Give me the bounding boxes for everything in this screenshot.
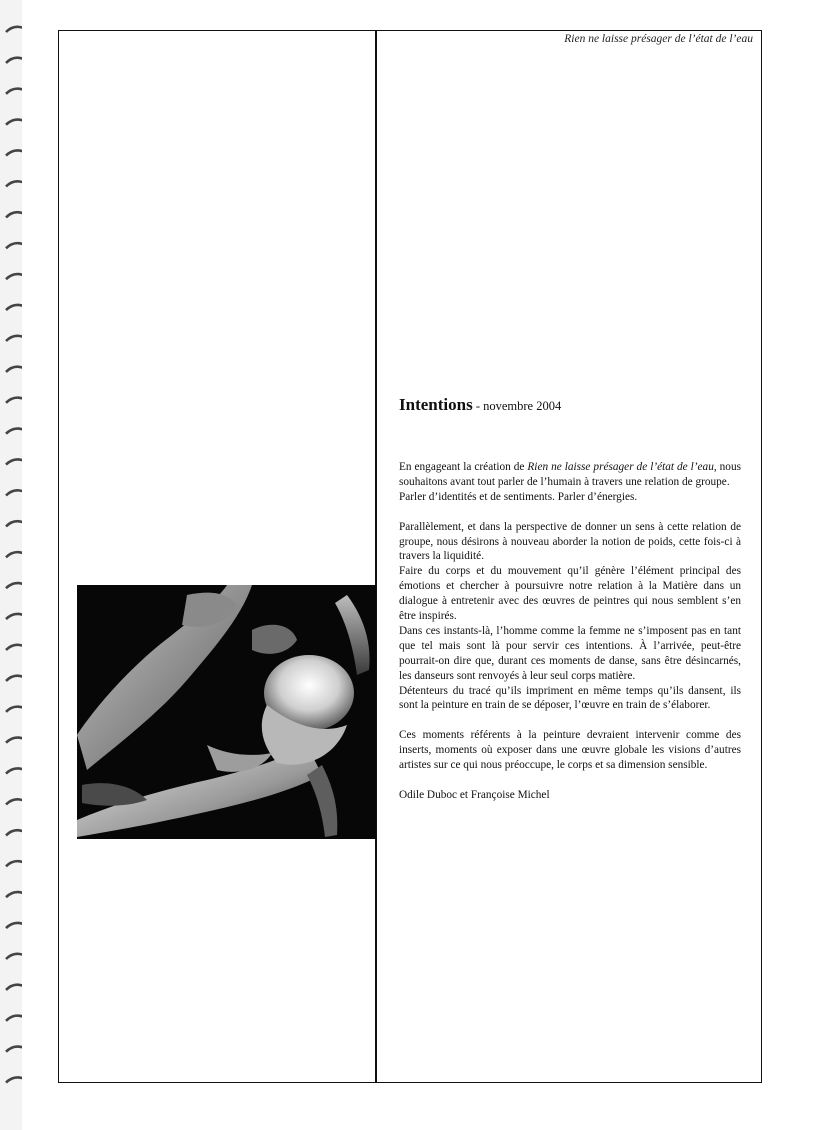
text-run: Parler d’identités et de sentiments. Parler d’énergies.	[399, 490, 638, 503]
text-run: En engageant la création de	[399, 461, 528, 473]
dancers-image	[77, 585, 376, 839]
paragraph-line	[399, 490, 741, 505]
paragraph-line	[399, 624, 741, 684]
signature: Odile Duboc et Françoise Michel	[399, 788, 550, 801]
paragraph-line	[399, 564, 741, 624]
text-run: Détenteurs du tracé qu’ils impriment en même temps qu’ils dansent, ils sont la peinture en train de se déposer, l’œuvre en train de s’élaborer.	[399, 684, 741, 712]
paragraph-line	[399, 684, 741, 714]
running-header: Rien ne laisse présager de l’état de l’eau	[564, 33, 753, 45]
column-divider	[375, 30, 377, 1083]
section-heading: Intentions	[399, 395, 473, 414]
paragraph-line	[399, 728, 741, 773]
text-run: Parallèlement, et dans la perspective de donner un sens à cette relation de groupe, nous désirons à nouveau aborder la notion de poids, cette fois-ci à travers la liquidité.	[399, 520, 741, 563]
section-title	[399, 394, 741, 417]
body-text	[399, 460, 741, 773]
intentions-text-column	[399, 394, 741, 814]
paragraph-line	[399, 520, 741, 565]
section-date: novembre 2004	[483, 399, 562, 413]
italic-title-text: Rien ne laisse présager de l’état de l’eau	[527, 461, 714, 473]
dance-photograph	[77, 585, 376, 839]
paragraph-line	[399, 460, 741, 490]
text-run: Faire du corps et du mouvement qu’il génère l’élément principal des émotions et chercher à poursuivre notre relation à la Matière dans un dialogue à entretenir avec des œuvres de peintres qui nous semblent s’en être inspirés.	[399, 565, 741, 623]
text-run: Ces moments référents à la peinture devraient intervenir comme des inserts, moments où exposer dans une œuvre globale les visions d’autres artistes sur ce qui nous préoccupe, le corps et sa dimension sensible.	[399, 729, 741, 772]
text-run: , nous souhaitons avant tout parler de l’humain à travers une relation de groupe.	[399, 461, 741, 488]
section-separator: -	[472, 399, 484, 413]
text-run: Dans ces instants-là, l’homme comme la femme ne s’imposent pas en tant que tel mais sont là pour servir ces intentions. À l’arrivée, peut-être pourrait-on dire que, durant ces moments de danse, sans être désincarnés, les danseurs sont renvoyés à leur seul corps matière.	[399, 624, 741, 682]
